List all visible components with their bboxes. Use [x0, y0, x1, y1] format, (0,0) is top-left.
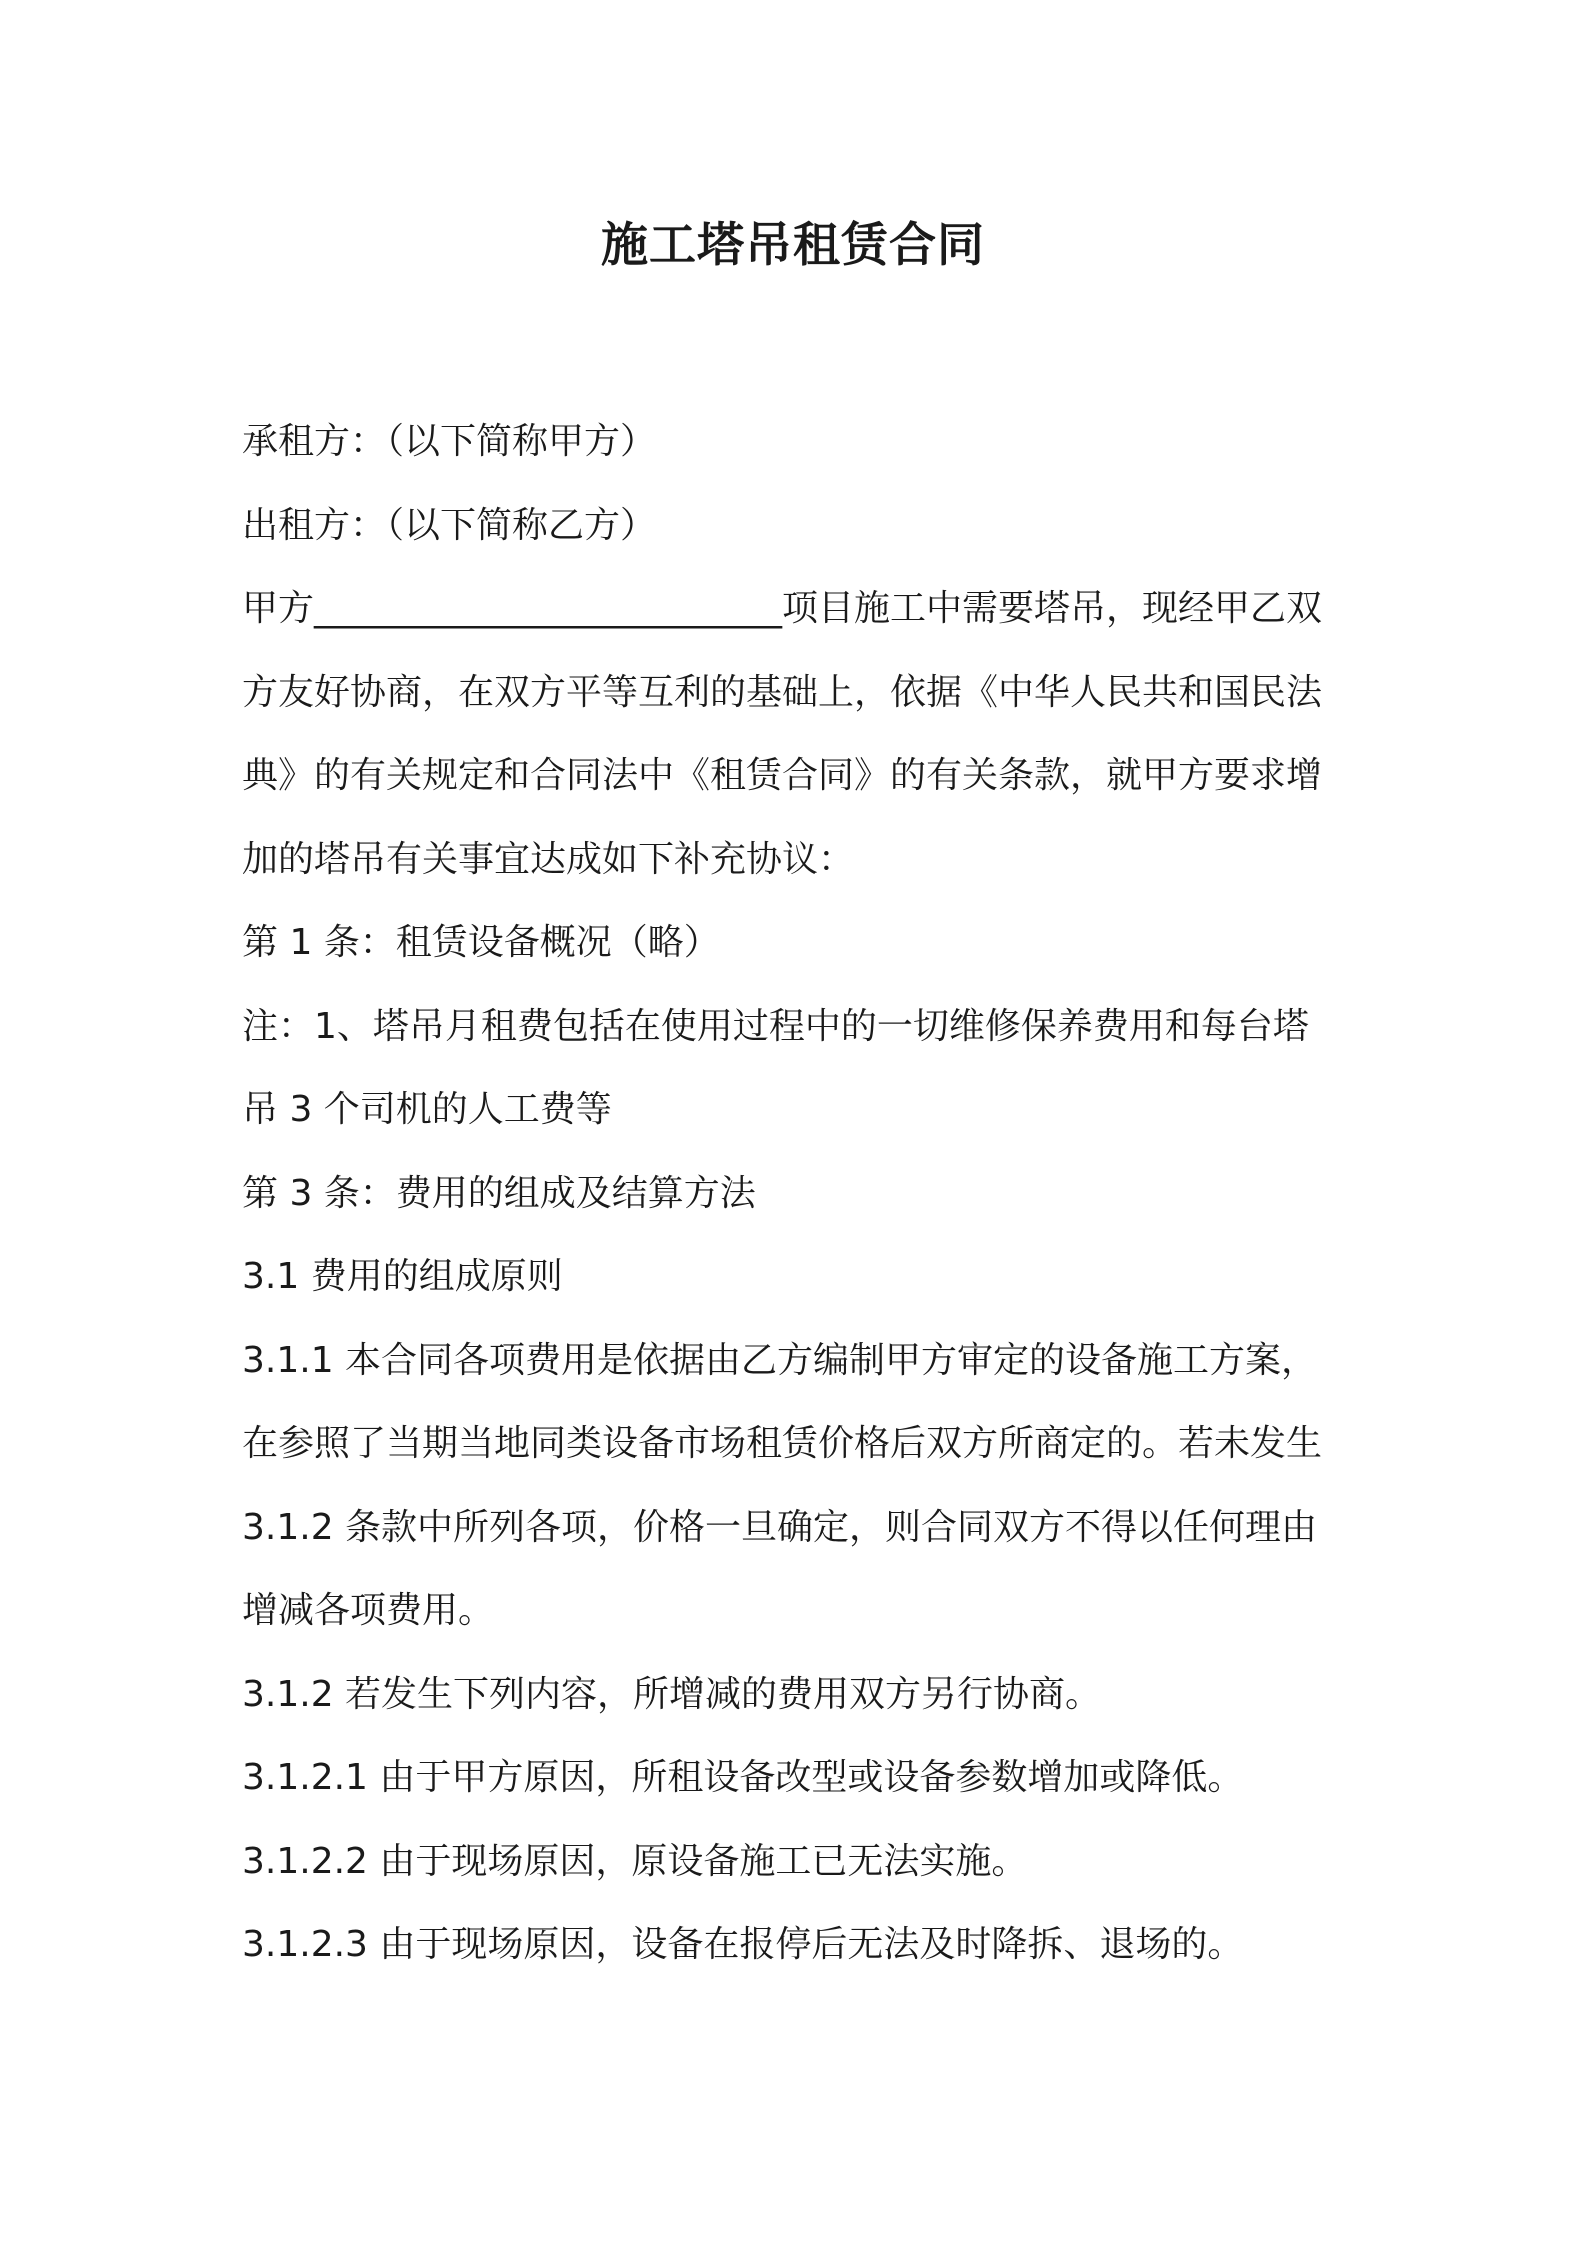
clause-3-1-heading: 3.1 费用的组成原则 — [242, 1256, 563, 1297]
clause-line: 3.1.2 条款中所列各项，价格一旦确定，则合同双方不得以任何理由 — [242, 1506, 1318, 1548]
clause-line: 3.1.2.1 由于甲方原因，所租设备改型或设备参数增加或降低。 — [242, 1757, 1244, 1798]
note-line: 吊 3 个司机的人工费等 — [242, 1089, 612, 1130]
article-3-heading: 第 3 条：费用的组成及结算方法 — [242, 1172, 756, 1214]
lessor-line: 出租方：（以下简称乙方） — [242, 504, 657, 546]
clause-line: 3.1.2 若发生下列内容，所增减的费用双方另行协商。 — [242, 1673, 1102, 1715]
paragraph-line: 方友好协商，在双方平等互利的基础上，依据《中华人民共和国民法 — [242, 671, 1323, 713]
paragraph-line: 甲方__________________________项目施工中需要塔吊，现经甲乙双 — [242, 588, 1323, 629]
clause-line: 在参照了当期当地同类设备市场租赁价格后双方所商定的。若未发生 — [242, 1423, 1323, 1464]
paragraph-line: 典》的有关规定和合同法中《租赁合同》的有关条款，就甲方要求增 — [242, 755, 1323, 796]
clause-line: 3.1.1 本合同各项费用是依据由乙方编制甲方审定的设备施工方案， — [242, 1339, 1318, 1381]
clause-line: 增减各项费用。 — [242, 1590, 495, 1631]
clause-line: 3.1.2.3 由于现场原因，设备在报停后无法及时降拆、退场的。 — [242, 1924, 1244, 1965]
clause-line: 3.1.2.2 由于现场原因，原设备施工已无法实施。 — [242, 1840, 1028, 1882]
paragraph-line: 加的塔吊有关事宜达成如下补充协议： — [242, 838, 855, 880]
lessee-line: 承租方：（以下简称甲方） — [242, 421, 657, 462]
article-1-heading: 第 1 条：租赁设备概况（略） — [242, 922, 720, 963]
document-body — [242, 400, 1362, 1987]
note-line: 注：1、塔吊月租费包括在使用过程中的一切维修保养费用和每台塔 — [242, 1005, 1309, 1047]
document-title: 施工塔吊租赁合同 — [601, 218, 985, 273]
